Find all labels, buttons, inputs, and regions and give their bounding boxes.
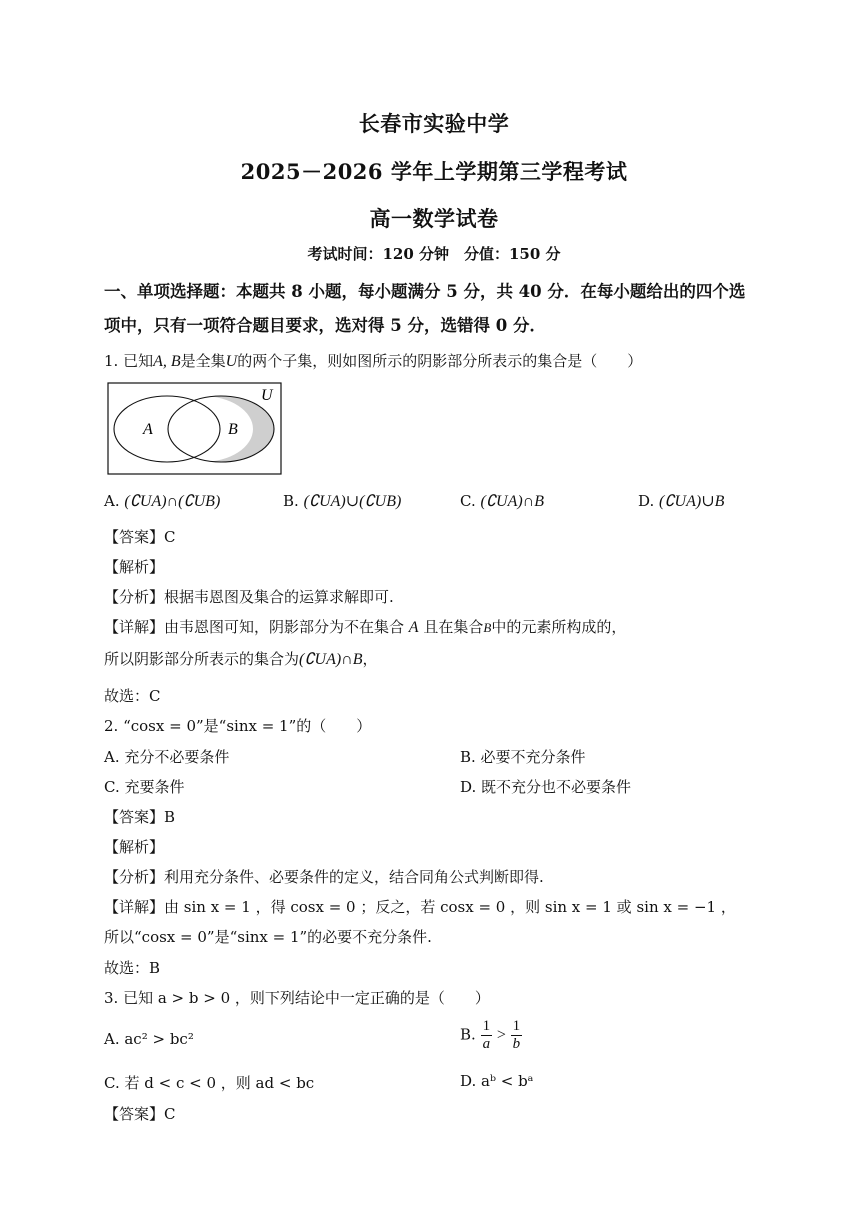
q1-answer: 【答案】C — [104, 528, 176, 546]
q1-conclusion — [104, 648, 378, 669]
q1-concl-pre: 所以阴影部分所表示的集合为 — [104, 650, 300, 668]
q2-xiangjie: 【详解】由 sin x = 1 ，得 cosx = 0 ；反之，若 cosx = 0 ，则 sin x = 1 或 sin x = −1 ， — [104, 898, 736, 916]
q3-option-a: A. ac² > bc² — [104, 1030, 194, 1048]
q1-option-c — [460, 491, 544, 511]
venn-diagram — [107, 382, 283, 476]
section1-line2: 项中，只有一项符合题目要求，选对得 5 分，选错得 0 分． — [104, 316, 546, 335]
q2-fenxi: 【分析】利用充分条件、必要条件的定义，结合同角公式判断即得. — [104, 868, 544, 886]
q1-stem-post: 的两个子集，则如图所示的阴影部分所表示的集合是（ ） — [237, 352, 643, 370]
q1-fenxi: 【分析】根据韦恩图及集合的运算求解即可. — [104, 588, 394, 606]
school-title: 长春市实验中学 — [358, 111, 510, 136]
q3-frac-1a — [481, 1018, 493, 1053]
section1-line1: 一、单项选择题：本题共 8 小题，每小题满分 5 分，共 40 分．在每小题给出的四个选 — [104, 282, 746, 301]
q3-frac1-num: 1 — [482, 1018, 491, 1034]
exam-info: 考试时间：120 分钟 分值：150 分 — [307, 245, 561, 263]
q3-frac2-den: b — [512, 1036, 521, 1052]
q1-stem — [104, 350, 642, 371]
q1-option-a — [104, 491, 220, 511]
q3-frac-1b — [511, 1018, 523, 1053]
q1-sets: A, B — [153, 353, 181, 370]
q1-xiangjie-c: 中的元素所构成的， — [491, 618, 627, 636]
q1-option-a-expr: (∁UA)∩(∁UB) — [124, 493, 221, 510]
q1-option-b-letter: B. — [283, 492, 299, 510]
q1-option-d-letter: D. — [638, 492, 655, 510]
q2-analysis-head: 【解析】 — [104, 838, 165, 856]
q1-option-c-expr: (∁UA)∩B — [480, 493, 544, 510]
q1-option-b-expr: (∁UA)∪(∁UB) — [303, 493, 402, 510]
term-title: 2025－2026 学年上学期第三学程考试 — [240, 159, 628, 184]
q3-option-d: D. aᵇ < bᵃ — [460, 1072, 534, 1090]
q1-xiangjie-set-b: B — [483, 620, 492, 635]
q1-concl-post: ， — [362, 650, 378, 668]
q1-analysis-head: 【解析】 — [104, 558, 165, 576]
q2-option-b: B. 必要不充分条件 — [460, 748, 586, 766]
q1-xiangjie — [104, 616, 626, 637]
q1-option-b — [283, 491, 401, 511]
q2-option-d: D. 既不充分也不必要条件 — [460, 778, 632, 796]
q1-concl-expr: (∁UA)∩B — [299, 651, 363, 668]
q3-option-b-letter: B. — [460, 1025, 476, 1044]
label-b: B — [228, 421, 238, 438]
label-a: A — [143, 421, 153, 438]
q1-option-c-letter: C. — [460, 492, 476, 510]
q1-xiangjie-a: 【详解】由韦恩图可知，阴影部分为不在集合 — [104, 618, 405, 636]
q1-option-d — [638, 491, 724, 511]
q1-xiangjie-b: 且在集合 — [423, 618, 484, 636]
q3-option-b — [460, 1018, 522, 1053]
q3-answer: 【答案】C — [104, 1105, 176, 1123]
q1-option-d-expr: (∁UA)∪B — [659, 493, 725, 510]
q3-frac2-num: 1 — [512, 1018, 521, 1034]
q3-gt: > — [496, 1026, 506, 1044]
q2-option-a: A. 充分不必要条件 — [104, 748, 230, 766]
q2-answer: 【答案】B — [104, 808, 176, 826]
q1-xiangjie-set-a: A — [408, 619, 419, 636]
q2-stem: 2. “cosx = 0”是“sinx = 1”的（ ） — [104, 717, 372, 735]
q3-option-c: C. 若 d < c < 0 ，则 ad < bc — [104, 1074, 315, 1092]
q3-stem: 3. 已知 a > b > 0 ，则下列结论中一定正确的是（ ） — [104, 989, 490, 1007]
q1-choice: 故选：C — [104, 687, 161, 705]
q1-stem-pre: 1. 已知 — [104, 352, 154, 370]
q1-stem-mid: 是全集 — [180, 352, 226, 370]
q1-universe: U — [225, 353, 238, 370]
paper-title: 高一数学试卷 — [369, 206, 499, 231]
q1-option-a-letter: A. — [104, 492, 120, 510]
q2-option-c: C. 充要条件 — [104, 778, 185, 796]
q2-choice: 故选：B — [104, 959, 161, 977]
label-u: U — [261, 387, 273, 404]
q2-conclusion: 所以“cosx = 0”是“sinx = 1”的必要不充分条件. — [104, 928, 432, 946]
q3-frac1-den: a — [482, 1036, 491, 1052]
